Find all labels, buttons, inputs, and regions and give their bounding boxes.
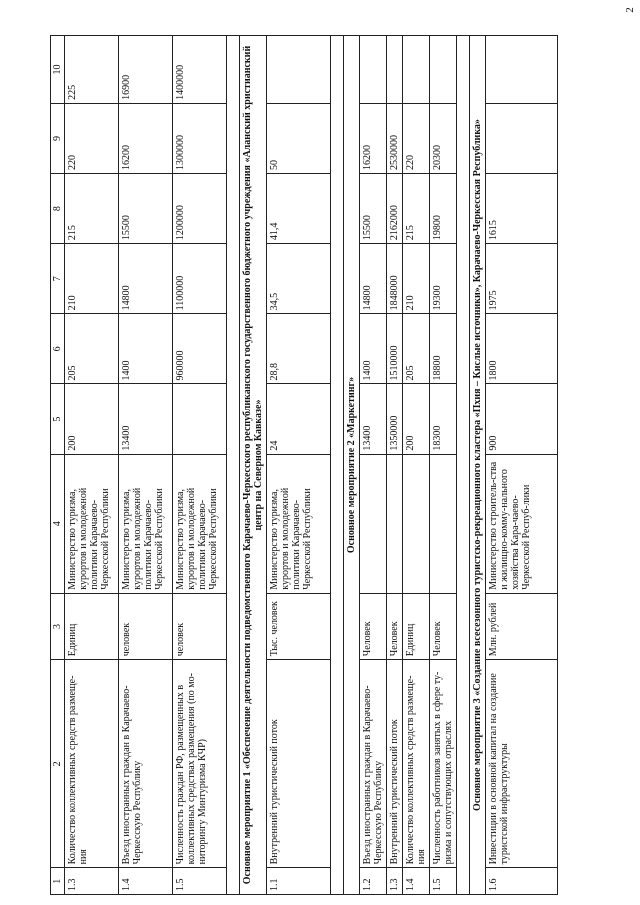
indicator-row	[119, 36, 173, 895]
year-value: 960000	[173, 314, 227, 384]
year-value: 15500	[360, 174, 387, 244]
unit-of-measure: Млн. рублей	[486, 593, 558, 660]
indicator-row	[360, 36, 387, 895]
column-number-header: 1	[51, 868, 65, 895]
responsible-executor: Министерство туризма, курортов и молодежной политики Карачаево-Черкесской Республики	[65, 454, 119, 593]
year-value: 20300	[430, 103, 457, 173]
responsible-executor	[387, 454, 403, 593]
year-value	[403, 36, 430, 104]
year-value: 1400000	[173, 36, 227, 104]
row-number: 1.2	[360, 868, 387, 895]
year-value: 41,4	[267, 174, 331, 244]
section-heading-row	[470, 36, 486, 895]
year-value	[486, 103, 558, 173]
year-value: 14800	[360, 244, 387, 314]
column-number-header: 7	[51, 244, 65, 314]
rotated-page	[50, 35, 625, 895]
year-value: 14800	[119, 244, 173, 314]
column-number-header: 6	[51, 314, 65, 384]
column-number-header: 3	[51, 593, 65, 660]
spacer-row	[457, 36, 470, 895]
indicator-row	[387, 36, 403, 895]
header-row	[51, 36, 65, 895]
unit-of-measure: Единиц	[65, 593, 119, 660]
year-value: 16900	[119, 36, 173, 104]
year-value: 2530000	[387, 103, 403, 173]
indicators-table	[50, 35, 558, 895]
year-value: 19300	[430, 244, 457, 314]
column-number-header: 4	[51, 454, 65, 593]
section-heading-row	[344, 36, 360, 895]
spacer-row	[331, 36, 344, 895]
year-value	[387, 36, 403, 104]
spacer-cell	[457, 36, 470, 895]
year-value	[173, 384, 227, 454]
year-value: 210	[65, 244, 119, 314]
unit-of-measure: Человек	[387, 593, 403, 660]
indicator-name: Количество коллективных средств размеще-ния	[403, 660, 430, 868]
year-value: 15500	[119, 174, 173, 244]
responsible-executor	[430, 454, 457, 593]
year-value: 50	[267, 103, 331, 173]
section-heading-row	[240, 36, 267, 895]
year-value: 200	[65, 384, 119, 454]
indicator-row	[65, 36, 119, 895]
year-value: 205	[403, 314, 430, 384]
row-number: 1.5	[173, 868, 227, 895]
row-number: 1.6	[486, 868, 558, 895]
column-number-header: 9	[51, 103, 65, 173]
year-value: 205	[65, 314, 119, 384]
year-value: 28,8	[267, 314, 331, 384]
responsible-executor: Министерство туризма, курортов и молодежной политики Карачаево-Черкесской Республики	[119, 454, 173, 593]
year-value: 19800	[430, 174, 457, 244]
year-value	[360, 36, 387, 104]
indicator-name: Инвестиции в основной капитал на создание туристской инфраструктуры	[486, 660, 558, 868]
row-number: 1.4	[119, 868, 173, 895]
year-value: 2162000	[387, 174, 403, 244]
spacer-cell	[331, 36, 344, 895]
year-value: 220	[65, 103, 119, 173]
year-value: 13400	[360, 384, 387, 454]
responsible-executor	[360, 454, 387, 593]
responsible-executor: Министерство строитель-ства и жилищно-комму-нального хозяйства Кара-чаево-Черкесской Респуб-лики	[486, 454, 558, 593]
indicator-name: Количество коллективных средств размеще-ния	[65, 660, 119, 868]
section-heading: Основное мероприятие 2 «Маркетинг»	[344, 36, 360, 895]
indicator-row	[403, 36, 430, 895]
indicator-name: Внутренний туристический поток	[387, 660, 403, 868]
year-value: 220	[403, 103, 430, 173]
year-value: 200	[403, 384, 430, 454]
spacer-row	[227, 36, 240, 895]
year-value: 1615	[486, 174, 558, 244]
year-value: 1510000	[387, 314, 403, 384]
year-value: 1848000	[387, 244, 403, 314]
column-number-header: 10	[51, 36, 65, 104]
year-value: 1300000	[173, 103, 227, 173]
unit-of-measure: Тыс. человек	[267, 593, 331, 660]
year-value	[486, 36, 558, 104]
row-number: 1.4	[403, 868, 430, 895]
year-value	[430, 36, 457, 104]
row-number: 1.3	[65, 868, 119, 895]
section-heading: Основное мероприятие 3 «Создание всесезонного туристско-рекреационного кластера «Пхия – Кислые источники», Карачаево-Черкесская Республика»	[470, 36, 486, 895]
year-value: 16200	[119, 103, 173, 173]
indicator-row	[173, 36, 227, 895]
year-value: 34,5	[267, 244, 331, 314]
responsible-executor: Министерство туризма, курортов и молодежной политики Карачаево-Черкесской Республики	[173, 454, 227, 593]
year-value: 18800	[430, 314, 457, 384]
indicator-name: Въезд иностранных граждан в Карачаево-Черкесскую Республику	[360, 660, 387, 868]
year-value: 13400	[119, 384, 173, 454]
column-number-header: 8	[51, 174, 65, 244]
indicator-name: Численность работников занятых в сфере ту-ризма и сопутствующих отраслях	[430, 660, 457, 868]
column-number-header: 2	[51, 660, 65, 868]
year-value: 18300	[430, 384, 457, 454]
year-value: 1800	[486, 314, 558, 384]
year-value: 16200	[360, 103, 387, 173]
row-number: 1.5	[430, 868, 457, 895]
indicator-row	[486, 36, 558, 895]
year-value: 1975	[486, 244, 558, 314]
unit-of-measure: Человек	[430, 593, 457, 660]
year-value: 225	[65, 36, 119, 104]
year-value: 1100000	[173, 244, 227, 314]
spacer-cell	[227, 36, 240, 895]
year-value: 1400	[360, 314, 387, 384]
year-value: 1350000	[387, 384, 403, 454]
year-value: 1200000	[173, 174, 227, 244]
indicator-name: Численность граждан РФ, размещенных в коллективных средствах размещения (по мо-ниторингу Минтуризма КЧР)	[173, 660, 227, 868]
indicator-row	[430, 36, 457, 895]
unit-of-measure: Человек	[360, 593, 387, 660]
page-number: 2	[623, 7, 636, 13]
row-number: 1.1	[267, 868, 331, 895]
row-number: 1.3	[387, 868, 403, 895]
year-value	[267, 36, 331, 104]
responsible-executor	[403, 454, 430, 593]
year-value: 24	[267, 384, 331, 454]
indicator-name: Въезд иностранных граждан в Карачаево-Черкесскую Республику	[119, 660, 173, 868]
year-value: 900	[486, 384, 558, 454]
year-value: 215	[403, 174, 430, 244]
indicator-row	[267, 36, 331, 895]
year-value: 1400	[119, 314, 173, 384]
column-number-header: 5	[51, 384, 65, 454]
responsible-executor: Министерство туризма, курортов и молодежной политики Карачаево-Черкесской Республики	[267, 454, 331, 593]
indicator-name: Внутренний туристический поток	[267, 660, 331, 868]
unit-of-measure: человек	[173, 593, 227, 660]
year-value: 215	[65, 174, 119, 244]
unit-of-measure: человек	[119, 593, 173, 660]
year-value: 210	[403, 244, 430, 314]
unit-of-measure: Единиц	[403, 593, 430, 660]
section-heading: Основное мероприятие 1 «Обеспечение деятельности подведомственного Карачаево-Черкесского республиканского государственного бюджетного учреждения «Аланский христианский центр на Северном Кавказе»	[240, 36, 267, 895]
